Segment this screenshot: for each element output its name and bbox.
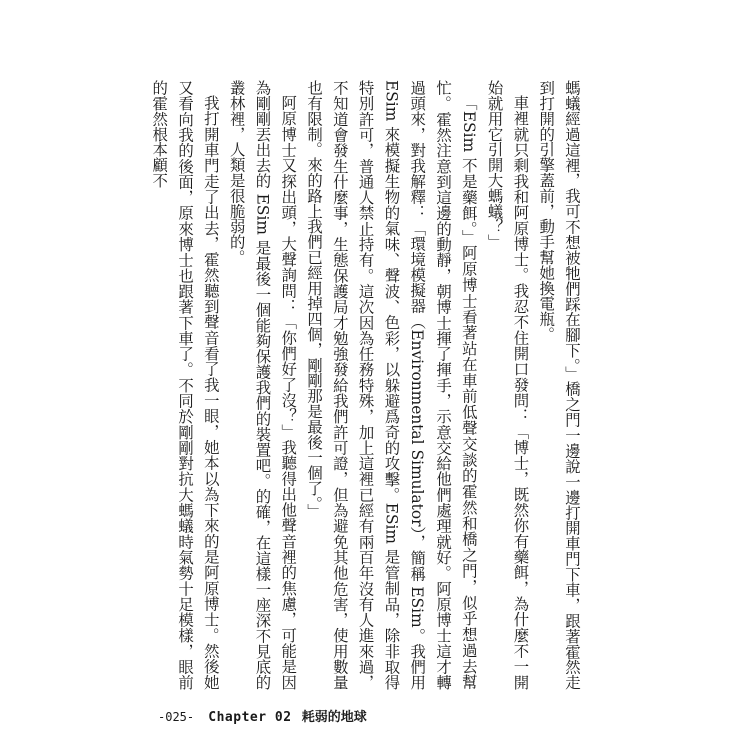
paragraph-2: 車裡就只剩我和阿原博士。我忍不住開口發問：「博士，既然你有藥餌，為什麼不一開始就用它引開大螞蟻？」 bbox=[485, 80, 530, 690]
page-footer bbox=[158, 706, 367, 725]
paragraph-5: 我打開車門走了出去，霍然聽到聲音看了我一眼，她本以為下來的是阿原博士。然後她又看向我的後面，原來博士也跟著下車了。不同於剛剛對抗大螞蟻時氣勢十足模樣，眼前的霍然根本顧不 bbox=[150, 80, 220, 690]
page-number: -025- bbox=[158, 710, 195, 724]
paragraph-1: 螞蟻經過這裡，我可不想被牠們踩在腳下。」橋之門一邊說一邊打開車門下車，跟著霍然走到打開的引擎蓋前，動手幫她換電瓶。 bbox=[537, 80, 581, 690]
paragraph-3: 「ESim 不是藥餌。」阿原博士看著站在車前低聲交談的霍然和橋之門，似乎想過去幫忙。霍然注意到這邊的動靜，朝博士揮了揮手，示意交給他們處理就好。阿原博士這才轉過頭來，對我解釋：「環境模擬器（Environmental Simulator），簡稱 ESim。我們用 ESim 來模擬生物的氣味、聲波、色彩，以躲避爲奇的攻擊。ESim 是管制品，除非取得特別許可，普通人禁止持有。這次因為任務特殊，加上這裡已經有兩百年沒有人進來過，不知道會發生什麼事，生態保護局才勉強發給我們許可證，但為避免其他危害，使用數量也有限制。來的路上我們已經用掉四個，剛剛那是最後一個了。」 bbox=[305, 80, 478, 690]
chapter-title: 耗弱的地球 bbox=[301, 710, 367, 725]
paragraph-4: 阿原博士又探出頭，大聲詢問：「你們好了沒？」我聽得出他聲音裡的焦慮，可能是因為剛剛丟出去的 ESim 是最後一個能夠保護我們的裝置吧。的確，在這樣一座深不見底的叢林裡，人類是很脆弱的。 bbox=[227, 80, 298, 690]
body-text bbox=[150, 80, 584, 690]
chapter-label: Chapter 02 bbox=[208, 710, 292, 725]
